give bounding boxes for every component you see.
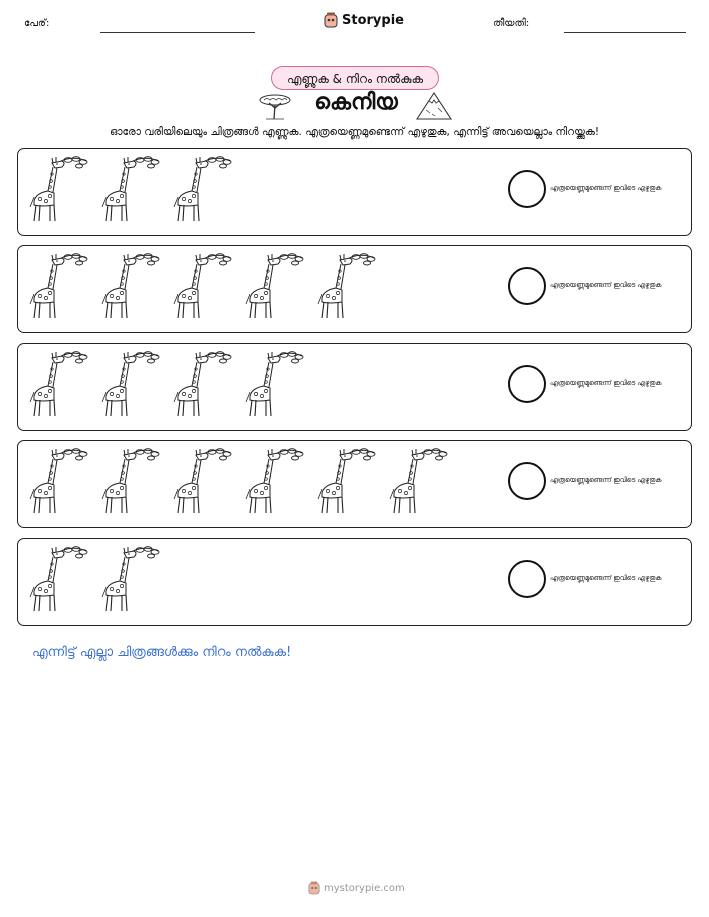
giraffe-icon [386, 447, 448, 517]
answer-label: എത്രയെണ്ണമുണ്ടെന്ന് ഇവിടെ എഴുതുക [550, 281, 662, 289]
site-url: mystorypie.com [324, 882, 405, 894]
giraffe-icon [98, 447, 160, 517]
giraffe-icon [26, 447, 88, 517]
storypie-logo [324, 12, 338, 28]
giraffe-icon [170, 350, 232, 420]
count-row-3 [17, 343, 692, 431]
count-row-2 [17, 245, 692, 333]
count-row-5 [17, 538, 692, 626]
giraffe-group [26, 252, 376, 322]
answer-label: എത്രയെണ്ണമുണ്ടെന്ന് ഇവിടെ എഴുതുക [550, 574, 662, 582]
giraffe-icon [242, 252, 304, 322]
storypie-logo [308, 881, 320, 895]
giraffe-icon [242, 350, 304, 420]
instruction-text: ഓരോ വരിയിലെയും ചിത്രങ്ങൾ എണ്ണുക. എത്രയെണ്ണമുണ്ടെന്ന് എഴുതുക, എന്നിട്ട് അവയെല്ലാം നിറയ്ക്കുക! [109, 126, 600, 138]
answer-label: എത്രയെണ്ണമുണ്ടെന്ന് ഇവിടെ എഴുതുക [550, 184, 662, 192]
date-line[interactable] [564, 32, 686, 33]
giraffe-group [26, 155, 232, 225]
activity-badge: എണ്ണുക & നിറം നൽകുക [271, 66, 439, 90]
giraffe-icon [314, 252, 376, 322]
mountain-icon [416, 90, 452, 120]
answer-label: എത്രയെണ്ണമുണ്ടെന്ന് ഇവിടെ എഴുതുക [550, 476, 662, 484]
count-row-1 [17, 148, 692, 236]
site-footer [308, 881, 405, 895]
giraffe-group [26, 545, 160, 615]
giraffe-icon [314, 447, 376, 517]
acacia-tree-icon [258, 92, 292, 120]
name-line[interactable] [100, 32, 255, 33]
giraffe-icon [26, 252, 88, 322]
brand-name: Storypie [342, 12, 404, 28]
answer-circle[interactable] [508, 462, 546, 500]
giraffe-icon [170, 252, 232, 322]
answer-circle[interactable] [508, 365, 546, 403]
giraffe-icon [26, 155, 88, 225]
giraffe-icon [242, 447, 304, 517]
answer-label: എത്രയെണ്ണമുണ്ടെന്ന് ഇവിടെ എഴുതുക [550, 379, 662, 387]
giraffe-icon [170, 155, 232, 225]
giraffe-icon [98, 252, 160, 322]
answer-circle[interactable] [508, 560, 546, 598]
giraffe-icon [26, 545, 88, 615]
count-row-4 [17, 440, 692, 528]
giraffe-group [26, 447, 448, 517]
giraffe-icon [98, 545, 160, 615]
giraffe-icon [98, 350, 160, 420]
name-label: പേര്: [24, 18, 50, 29]
giraffe-icon [98, 155, 160, 225]
answer-circle[interactable] [508, 267, 546, 305]
brand [324, 12, 404, 28]
giraffe-icon [170, 447, 232, 517]
footer-instruction: എന്നിട്ട് എല്ലാ ചിത്രങ്ങൾക്കും നിറം നൽകുക! [32, 645, 292, 660]
answer-circle[interactable] [508, 170, 546, 208]
date-label: തീയതി: [493, 18, 530, 29]
page-title: കെനിയ [314, 90, 398, 115]
giraffe-group [26, 350, 304, 420]
giraffe-icon [26, 350, 88, 420]
